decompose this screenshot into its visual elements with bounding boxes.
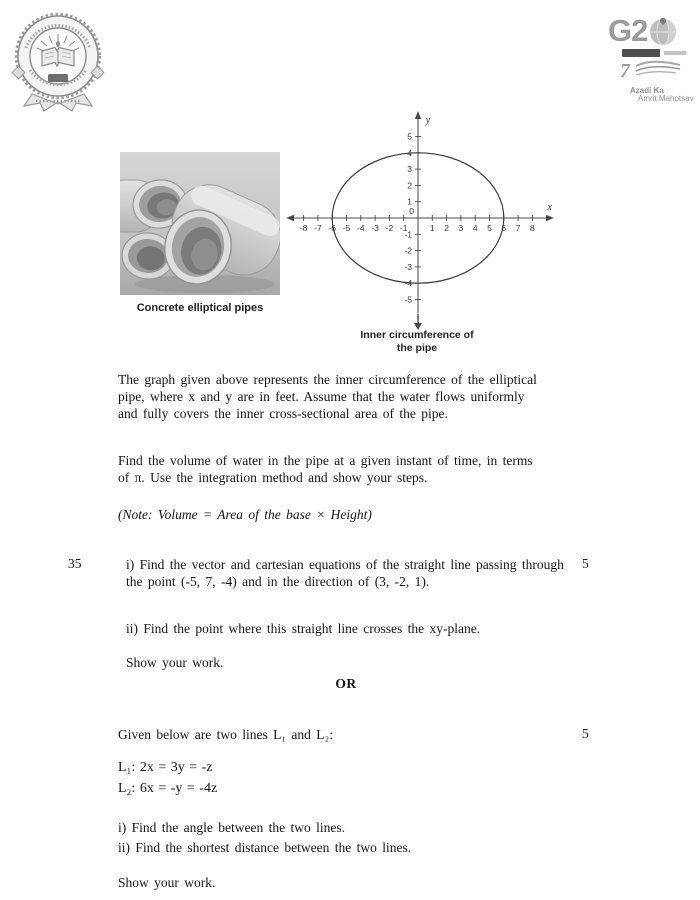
svg-text:1: 1	[429, 223, 435, 233]
alt-part-ii: ii) Find the shortest distance between the two lines.	[118, 840, 412, 855]
graph-caption: Inner circumference of the pipe	[360, 329, 474, 354]
svg-text:-5: -5	[404, 294, 412, 305]
svg-text:1: 1	[407, 196, 412, 207]
azadi-text-line1: Azadi Ka	[630, 86, 664, 95]
g20-text: G2	[608, 13, 648, 48]
g20-logo	[608, 13, 698, 103]
alt-intro: Given below are two lines L₁ and L₂:	[118, 727, 333, 742]
note-line: (Note: Volume = Area of the base × Height)	[118, 507, 372, 522]
paragraph-task: Find the volume of water in the pipe at a given instant of time, in terms of π. Use the integration method and show your steps.	[118, 453, 533, 485]
alt-part-i: i) Find the angle between the two lines.	[118, 820, 345, 835]
bharat-plate	[622, 49, 660, 57]
svg-text:8: 8	[530, 223, 535, 233]
globe-icon	[648, 16, 678, 46]
svg-text:-8: -8	[299, 223, 308, 233]
line-equation-1: L₁: 2x = 3y = -z	[118, 760, 213, 775]
svg-text:-4: -4	[404, 278, 412, 289]
paragraph-graph-description: The graph given above represents the inner circumference of the elliptical pipe, where x and y are in feet. Assume that the water flows uniformly and fully covers the inner cross-sectional area of the pipe.	[118, 372, 537, 421]
q35-show-work: Show your work.	[126, 655, 224, 670]
svg-text:5: 5	[407, 131, 412, 142]
svg-text:-6: -6	[328, 223, 336, 233]
photo-caption: Concrete elliptical pipes	[136, 302, 264, 314]
svg-text:-1: -1	[404, 229, 412, 240]
svg-text:-3: -3	[371, 223, 379, 233]
or-separator: OR	[335, 676, 357, 691]
pipes-photo	[120, 152, 280, 295]
svg-text:6: 6	[501, 223, 507, 233]
azadi-text-line2: Amrit Mahotsav	[638, 94, 694, 103]
line-equation-2: L₂: 6x = -y = -4z	[118, 781, 218, 796]
svg-text:5: 5	[487, 223, 492, 233]
svg-text:-1: -1	[399, 223, 408, 233]
question-number: 35	[68, 556, 82, 571]
svg-text:-3: -3	[404, 261, 412, 272]
svg-text:3: 3	[458, 223, 464, 233]
alt-show-work: Show your work.	[118, 875, 216, 890]
svg-text:-2: -2	[404, 245, 412, 256]
q35-part-i: i) Find the vector and cartesian equations of the straight line passing through the point (-5, 7, -4) and in the direction of (3, -2, 1).	[126, 557, 564, 589]
svg-text:4: 4	[407, 147, 412, 158]
svg-text:-2: -2	[385, 223, 394, 233]
svg-text:0: 0	[409, 206, 414, 216]
svg-text:7: 7	[515, 223, 521, 233]
q35-part-ii: ii) Find the point where this straight line crosses the xy-plane.	[126, 621, 481, 636]
cbse-logo	[10, 8, 106, 120]
svg-text:-4: -4	[357, 223, 365, 233]
svg-text:4: 4	[472, 223, 478, 233]
ellipse-graph	[285, 110, 555, 320]
down-arrow-icon	[412, 314, 424, 330]
svg-text:-7: -7	[314, 223, 322, 233]
azadi-75-icon	[618, 59, 684, 81]
svg-text:7: 7	[620, 60, 630, 81]
svg-text:3: 3	[407, 164, 412, 175]
svg-text:x: x	[547, 202, 552, 213]
q35-marks: 5	[582, 556, 589, 571]
svg-text:-5: -5	[342, 223, 351, 233]
svg-text:2: 2	[444, 223, 449, 233]
flame-icon	[56, 41, 60, 47]
svg-text:2: 2	[407, 180, 412, 191]
alt-marks: 5	[582, 726, 589, 741]
svg-text:y: y	[425, 115, 431, 126]
